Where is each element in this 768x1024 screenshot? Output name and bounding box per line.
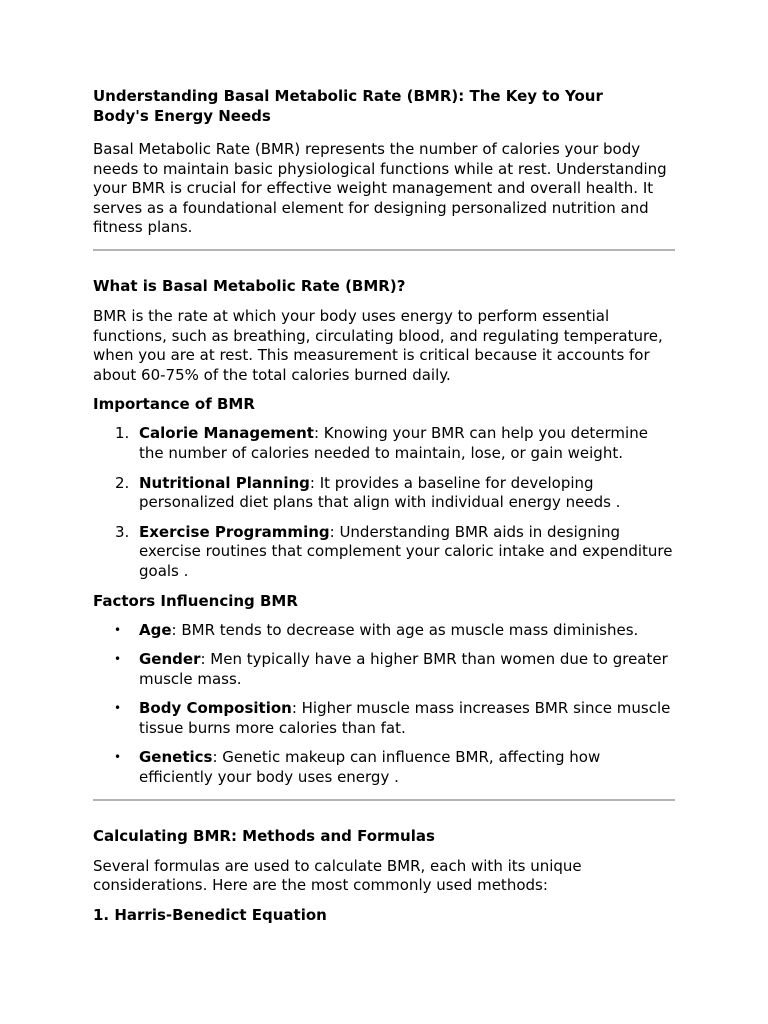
factors-list [93,621,675,788]
list-number: 3. [115,522,130,541]
list-item [93,699,675,738]
document-title: Understanding Basal Metabolic Rate (BMR): The Key to Your Body's Energy Needs [93,87,603,125]
list-number: 2. [115,473,130,492]
section-heading-calculating-bmr: Calculating BMR: Methods and Formulas [93,826,435,845]
subheading-harris-benedict: 1. Harris-Benedict Equation [93,905,327,924]
what-is-paragraph: BMR is the rate at which your body uses energy to perform essential functions, such as breathing, circulating blood, and regulating temperature, when you are at rest. This measurement is critical because it accounts for about 60-75% of the total calories burned daily. [93,306,663,384]
list-item-text: : Genetic makeup can influence BMR, affecting how efficiently your body uses energy . [139,748,601,787]
list-item-text: : Understanding BMR aids in designing exercise routines that complement your caloric intake and expenditure goals . [139,522,673,580]
list-item-text: : Higher muscle mass increases BMR since muscle tissue burns more calories than fat. [139,699,671,737]
list-item-term: Gender [139,650,201,669]
list-item-text: : It provides a baseline for developing personalized diet plans that align with individual energy needs . [139,473,621,512]
list-item-term: Body Composition [139,699,292,718]
list-item-text: : Men typically have a higher BMR than women due to greater muscle mass. [139,650,668,688]
bullet-icon: • [114,750,122,765]
calculating-paragraph: Several formulas are used to calculate BMR, each with its unique considerations. Here are the most commonly used methods: [93,856,582,895]
bullet-icon: • [114,622,122,637]
list-item-term: Nutritional Planning [139,473,310,492]
list-item-term: Exercise Programming [139,522,330,541]
list-item-text: : BMR tends to decrease with age as muscle mass diminishes. [171,620,639,639]
list-item-term: Genetics [139,748,213,767]
list-number: 1. [115,424,130,443]
list-item [93,748,675,787]
list-item-text: : Knowing your BMR can help you determine the number of calories needed to maintain, lose, or gain weight. [139,424,648,462]
list-item [93,650,675,689]
list-item-term: Age [139,620,172,639]
list-item [93,424,675,463]
section-divider [93,249,675,251]
section-divider [93,799,675,801]
bullet-icon: • [114,652,122,667]
list-item [93,474,675,513]
list-item-term: Calorie Management [139,424,314,443]
importance-list [93,424,675,581]
bullet-icon: • [114,701,122,716]
list-item [93,621,675,641]
subheading-factors: Factors Influencing BMR [93,591,298,610]
section-heading-what-is-bmr: What is Basal Metabolic Rate (BMR)? [93,276,406,295]
list-item [93,523,675,582]
intro-paragraph: Basal Metabolic Rate (BMR) represents the number of calories your body needs to maintain basic physiological functions while at rest. Understanding your BMR is crucial for effective weight management and overall health. It serves as a foundational element for designing personalized nutrition and fitness plans. [93,140,667,237]
subheading-importance: Importance of BMR [93,395,255,414]
